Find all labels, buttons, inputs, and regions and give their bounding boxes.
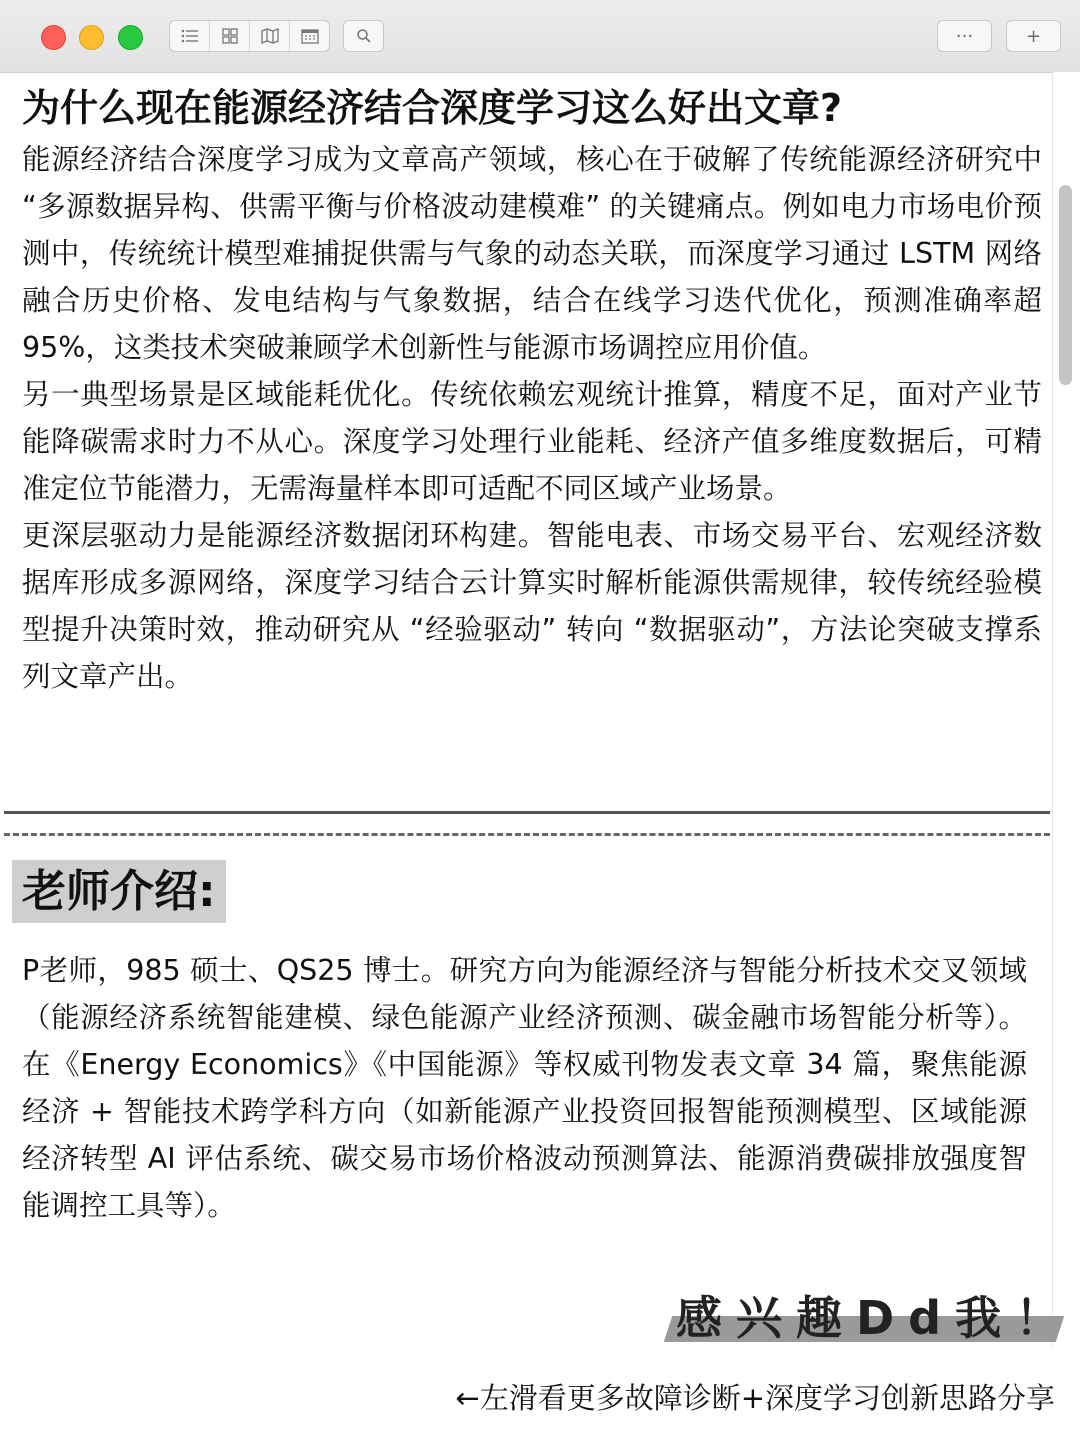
article-paragraph-3: 更深层驱动力是能源经济数据闭环构建。智能电表、市场交易平台、宏观经济数据库形成多源网络，深度学习结合云计算实时解析能源供需规律，较传统经验模型提升决策时效，推动研究从 “经验驱动” 转向 “数据驱动”，方法论突破支撑系列文章产出。	[22, 519, 1042, 693]
article-paragraph-2: 另一典型场景是区域能耗优化。传统依赖宏观统计推算，精度不足，面对产业节能降碳需求时力不从心。深度学习处理行业能耗、经济产值多维度数据后，可精准定位节能潜力，无需海量样本即可适配不同区域产业场景。	[22, 378, 1042, 505]
view-mode-segmented-control	[169, 20, 330, 52]
minimize-window-button[interactable]	[79, 25, 104, 50]
search-button[interactable]	[343, 20, 384, 52]
contact-call-to-action: 感兴趣Dd我！	[676, 1291, 1076, 1345]
list-icon	[181, 29, 199, 43]
map-icon	[261, 28, 279, 44]
section-divider-dashed	[4, 833, 1050, 836]
window-titlebar	[0, 0, 1080, 73]
list-view-button[interactable]	[170, 21, 210, 51]
grid-view-button[interactable]	[210, 21, 250, 51]
zoom-window-button[interactable]	[118, 25, 143, 50]
more-options-button[interactable]	[937, 20, 992, 52]
article-title: 为什么现在能源经济结合深度学习这么好出文章?	[22, 86, 843, 130]
article-body	[22, 80, 1042, 700]
close-window-button[interactable]	[41, 25, 66, 50]
map-view-button[interactable]	[250, 21, 290, 51]
calendar-icon	[301, 28, 319, 44]
plus-icon: +	[1025, 25, 1042, 47]
scrollbar-thumb[interactable]	[1059, 185, 1072, 385]
search-icon	[356, 28, 372, 44]
teacher-bio: P老师，985 硕士、QS25 博士。研究方向为能源经济与智能分析技术交叉领域（能源经济系统智能建模、绿色能源产业经济预测、碳金融市场智能分析等）。在《Energy Economics》《中国能源》等权威刊物发表文章 34 篇，聚焦能源经济 + 智能技术跨学科方向（如新能源产业投资回报智能预测模型、区域能源经济转型 AI 评估系统、碳交易市场价格波动预测算法、能源消费碳排放强度智能调控工具等）。	[22, 954, 1027, 1222]
section-divider-solid	[4, 811, 1050, 814]
swipe-hint: ←左滑看更多故障诊断+深度学习创新思路分享	[455, 1381, 1055, 1415]
add-button[interactable]	[1006, 20, 1061, 52]
teacher-section-heading: 老师介绍:	[12, 860, 226, 923]
calendar-view-button[interactable]	[290, 21, 329, 51]
more-icon: ···	[955, 25, 974, 47]
grid-icon	[222, 28, 238, 44]
article-paragraph-1: 能源经济结合深度学习成为文章高产领域，核心在于破解了传统能源经济研究中 “多源数据异构、供需平衡与价格波动建模难” 的关键痛点。例如电力市场电价预测中，传统统计模型难捕捉供需与气象的动态关联，而深度学习通过 LSTM 网络融合历史价格、发电结构与气象数据，结合在线学习迭代优化，预测准确率超 95%，这类技术突破兼顾学术创新性与能源市场调控应用价值。	[22, 143, 1042, 364]
